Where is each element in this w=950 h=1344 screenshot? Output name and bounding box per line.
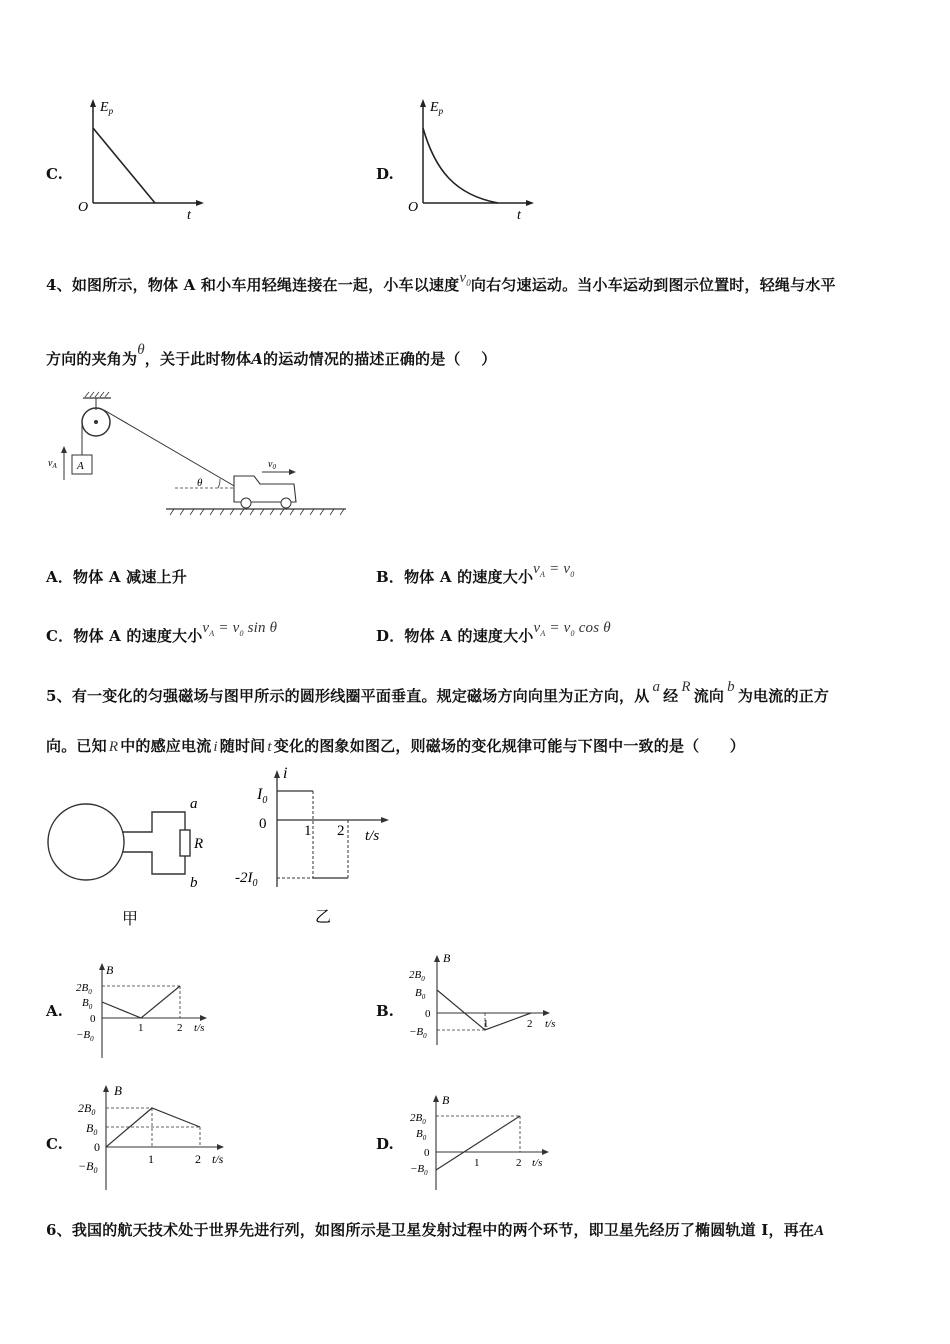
q4-option-d: D．物体 A 的速度大小$v_A = v_0$ cos θ	[376, 620, 611, 645]
option-d-label: D.	[376, 165, 394, 183]
svg-text:−B0: $-B_0$	[409, 1026, 427, 1040]
svg-text:乙: 乙	[315, 909, 332, 926]
svg-text:2B0: $2B_0$	[78, 1101, 96, 1117]
q5-option-c-graph	[74, 1080, 239, 1195]
svg-text:0: 0	[259, 816, 267, 832]
q4-line2: 方向的夹角为θ，关于此时物体A的运动情况的描述正确的是（ ）	[46, 342, 497, 368]
svg-text:t/s: t/s	[365, 828, 380, 844]
q5-option-d-label: D.	[376, 1135, 394, 1153]
origin-label: O	[408, 200, 419, 215]
resistor	[180, 830, 190, 856]
svg-text:B0: $B_0$	[82, 997, 93, 1011]
q4-line1: 4、如图所示，物体 A 和小车用轻绳连接在一起，小车以速度$v_0$向右匀速运动。当小车运动到图示位置时，轻绳与水平	[46, 270, 836, 294]
ep-line	[93, 128, 155, 203]
svg-text:B: B	[114, 1083, 122, 1098]
option-c-label: C.	[46, 165, 63, 183]
q4-pulley-figure	[40, 388, 360, 523]
svg-text:2: 2	[177, 1022, 183, 1034]
svg-text:1: 1	[483, 1018, 489, 1030]
svg-text:-2I0: $-2I_0$	[235, 870, 258, 889]
svg-text:2: 2	[527, 1018, 533, 1030]
svg-text:0: 0	[424, 1147, 430, 1159]
q5-line2: 向。已知 R 中的感应电流 i 随时间 t 变化的图象如图乙，则磁场的变化规律可能与下图中一致的是（ ）	[46, 737, 745, 755]
svg-text:B0: $B_0$	[416, 1128, 427, 1142]
svg-text:t/s: t/s	[212, 1152, 224, 1166]
svg-text:2: 2	[195, 1152, 201, 1166]
energy-graph-c	[70, 95, 210, 225]
q5-line1: 5、有一变化的匀强磁场与图甲所示的圆形线圈平面垂直。规定磁场方向向里为正方向，从 a 经 R 流向 b 为电流的正方	[46, 679, 830, 705]
svg-text:2: 2	[516, 1157, 522, 1169]
svg-text:B: B	[443, 951, 451, 965]
coil	[48, 804, 124, 880]
svg-text:1: 1	[148, 1152, 154, 1166]
energy-graph-d	[400, 95, 540, 225]
svg-text:0: 0	[425, 1008, 431, 1020]
q4-option-a: A．物体 A 减速上升	[46, 568, 187, 586]
svg-text:1: 1	[474, 1157, 480, 1169]
q5-fig-jia	[40, 790, 220, 935]
svg-text:t/s: t/s	[545, 1018, 556, 1030]
svg-text:0: 0	[94, 1140, 100, 1154]
svg-text:−B0: $-B_0$	[76, 1029, 94, 1043]
q5-option-b-graph	[405, 950, 565, 1050]
svg-text:2: 2	[337, 823, 345, 839]
ep-curve	[423, 128, 498, 203]
x-arrow	[526, 200, 534, 206]
y-arrow	[420, 99, 426, 107]
q4-option-c: C．物体 A 的速度大小$v_A = v_0$ sin θ	[46, 620, 278, 645]
svg-text:a: a	[190, 796, 198, 812]
svg-text:A: A	[77, 460, 84, 472]
x-label: t	[187, 208, 191, 223]
q5-option-b-label: B.	[376, 1002, 394, 1020]
svg-text:2B0: $2B_0$	[76, 982, 92, 996]
svg-text:i: i	[283, 765, 288, 782]
svg-text:B0: $B_0$	[415, 987, 426, 1001]
svg-text:t/s: t/s	[194, 1022, 205, 1034]
q5-option-c-label: C.	[46, 1135, 63, 1153]
svg-text:2B0: $2B_0$	[410, 1112, 426, 1126]
origin-label: O	[78, 200, 89, 215]
svg-text:B: B	[106, 963, 114, 977]
svg-text:vA: $v_A$	[48, 458, 57, 470]
svg-text:t/s: t/s	[532, 1157, 543, 1169]
svg-text:R: R	[194, 836, 204, 852]
q5-option-a-label: A.	[46, 1002, 63, 1020]
q5-option-a-graph	[70, 958, 220, 1063]
y-label: $E_p$	[100, 100, 114, 116]
svg-text:B: B	[442, 1093, 450, 1107]
x-arrow	[196, 200, 204, 206]
svg-text:b: b	[190, 875, 198, 891]
svg-text:−B0: $-B_0$	[78, 1159, 98, 1175]
svg-text:1: 1	[138, 1022, 144, 1034]
q4-option-b: B．物体 A 的速度大小$v_A = v_0$	[376, 561, 575, 586]
svg-text:I0: $I_0$	[257, 786, 268, 806]
q5-option-d-graph	[404, 1090, 564, 1195]
svg-text:B0: $B_0$	[86, 1121, 98, 1137]
y-label: $E_p$	[430, 100, 444, 116]
svg-text:−B0: $-B_0$	[410, 1163, 428, 1177]
q6-line1: 6、我国的航天技术处于世界先进行列，如图所示是卫星发射过程中的两个环节，即卫星先经历了椭圆轨道 I，再在A	[46, 1221, 825, 1239]
svg-text:1: 1	[304, 823, 312, 839]
y-arrow	[90, 99, 96, 107]
svg-text:0: 0	[90, 1013, 96, 1025]
q5-fig-yi	[235, 762, 395, 937]
svg-text:θ: θ	[197, 477, 203, 489]
svg-text:甲: 甲	[122, 911, 139, 928]
x-label: t	[517, 208, 521, 223]
svg-text:v0: $v_0$	[268, 459, 276, 471]
svg-text:2B0: $2B_0$	[409, 969, 425, 983]
